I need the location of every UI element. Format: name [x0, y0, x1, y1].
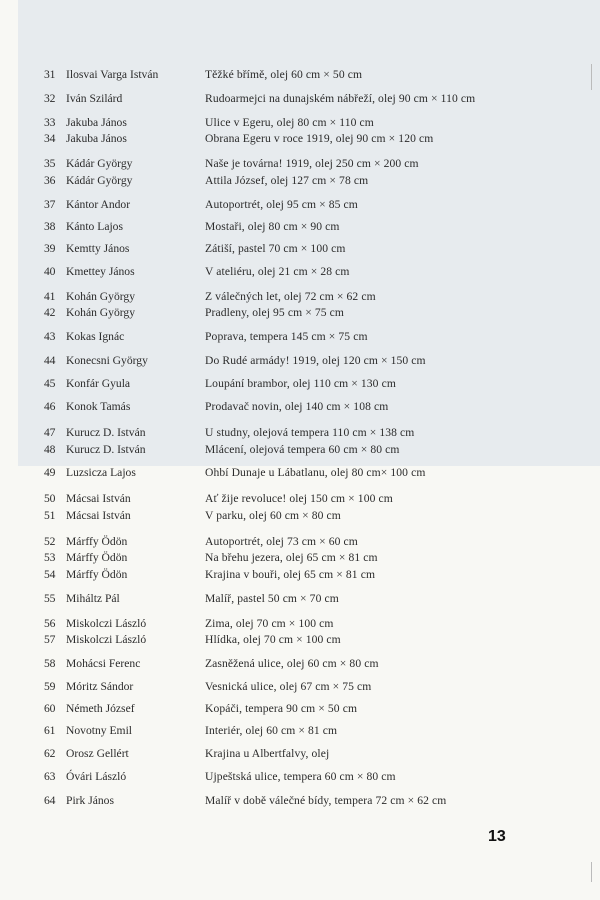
artist-name: Mohácsi Ferenc [66, 657, 141, 670]
catalog-entry [44, 352, 600, 370]
work-description: Prodavač novin, olej 140 cm × 108 cm [205, 400, 389, 413]
artist-name: Jakuba János [66, 132, 127, 145]
entry-number: 51 [44, 509, 56, 522]
work-description: Loupání brambor, olej 110 cm × 130 cm [205, 377, 396, 390]
work-description: Krajina v bouři, olej 65 cm × 81 cm [205, 568, 376, 581]
entry-number: 59 [44, 680, 56, 693]
artist-name: Orosz Gellért [66, 747, 129, 760]
work-description: Poprava, tempera 145 cm × 75 cm [205, 330, 368, 343]
artist-name: Kádár György [66, 157, 133, 170]
artist-name: Németh József [66, 702, 135, 715]
work-description: Zasněžená ulice, olej 60 cm × 80 cm [205, 657, 379, 670]
entry-number: 58 [44, 657, 56, 670]
work-description: Těžké břímě, olej 60 cm × 50 cm [205, 68, 363, 81]
entry-number: 45 [44, 377, 56, 390]
work-description: Kopáči, tempera 90 cm × 50 cm [205, 702, 358, 715]
artist-name: Óvári László [66, 770, 127, 783]
work-description: Ulice v Egeru, olej 80 cm × 110 cm [205, 116, 374, 129]
artist-name: Móritz Sándor [66, 680, 134, 693]
entry-number: 56 [44, 617, 56, 630]
work-description: Zima, olej 70 cm × 100 cm [205, 617, 334, 630]
entry-number: 44 [44, 354, 56, 367]
artist-name: Konok Tamás [66, 400, 131, 413]
catalog-entry [44, 66, 600, 84]
work-description: Malíř v době válečné bídy, tempera 72 cm × 62 cm [205, 794, 447, 807]
catalog-entry [44, 375, 600, 393]
work-description: Ohbí Dunaje u Lábatlanu, olej 80 cm× 100 cm [205, 466, 426, 479]
catalog-entry [44, 218, 600, 236]
catalog-entry [44, 590, 600, 608]
entry-number: 38 [44, 220, 56, 233]
artist-name: Konfár Gyula [66, 377, 131, 390]
entry-number: 52 [44, 535, 56, 548]
artist-name: Márffy Ödön [66, 551, 128, 564]
entry-number: 42 [44, 306, 56, 319]
artist-name: Kántor Andor [66, 198, 131, 211]
work-description: Z válečných let, olej 72 cm × 62 cm [205, 290, 376, 303]
catalog-entry [44, 768, 600, 786]
entry-number: 47 [44, 426, 56, 439]
catalog-entry [44, 398, 600, 416]
entry-number: 46 [44, 400, 56, 413]
artist-name: Miháltz Pál [66, 592, 120, 605]
artist-name: Kohán György [66, 306, 136, 319]
catalog-entry [44, 490, 600, 508]
entry-number: 32 [44, 92, 56, 105]
catalog-entry [44, 464, 600, 482]
catalog-entry [44, 172, 600, 190]
catalog-entry [44, 155, 600, 173]
catalog-entry [44, 631, 600, 649]
entry-number: 37 [44, 198, 56, 211]
artist-name: Luzsicza Lajos [66, 466, 136, 479]
catalog-entry [44, 700, 600, 718]
entry-number: 50 [44, 492, 56, 505]
work-description: Do Rudé armády! 1919, olej 120 cm × 150 cm [205, 354, 426, 367]
artist-name: Novotny Emil [66, 724, 133, 737]
work-description: Naše je továrna! 1919, olej 250 cm × 200 cm [205, 157, 419, 170]
entry-number: 63 [44, 770, 56, 783]
catalog-entry [44, 328, 600, 346]
work-description: Krajina u Albertfalvy, olej [205, 747, 330, 760]
artist-name: Kohán György [66, 290, 136, 303]
work-description: Hlídka, olej 70 cm × 100 cm [205, 633, 341, 646]
entry-number: 36 [44, 174, 56, 187]
work-description: Rudoarmejci na dunajském nábřeží, olej 90 cm × 110 cm [205, 92, 476, 105]
work-description: V parku, olej 60 cm × 80 cm [205, 509, 341, 522]
entry-number: 54 [44, 568, 56, 581]
catalog-entry [44, 196, 600, 214]
work-description: Malíř, pastel 50 cm × 70 cm [205, 592, 339, 605]
artist-name: Kurucz D. István [66, 443, 146, 456]
catalog-entry [44, 130, 600, 148]
artist-name: Ilosvai Varga István [66, 68, 159, 81]
entry-number: 31 [44, 68, 56, 81]
artist-name: Márffy Ödön [66, 568, 128, 581]
catalog-entry [44, 678, 600, 696]
artist-name: Pirk János [66, 794, 114, 807]
work-description: Ujpeštská ulice, tempera 60 cm × 80 cm [205, 770, 396, 783]
work-description: Pradleny, olej 95 cm × 75 cm [205, 306, 344, 319]
work-description: Interiér, olej 60 cm × 81 cm [205, 724, 338, 737]
work-description: Mlácení, olejová tempera 60 cm × 80 cm [205, 443, 400, 456]
catalog-entry [44, 90, 600, 108]
artist-name: Kokas Ignác [66, 330, 125, 343]
entry-number: 60 [44, 702, 56, 715]
work-description: U studny, olejová tempera 110 cm × 138 cm [205, 426, 415, 439]
catalog-entry [44, 304, 600, 322]
work-description: Autoportrét, olej 73 cm × 60 cm [205, 535, 358, 548]
artist-name: Kmettey János [66, 265, 135, 278]
artist-name: Miskolczi László [66, 617, 147, 630]
entry-number: 39 [44, 242, 56, 255]
catalog-entry [44, 655, 600, 673]
work-description: Na břehu jezera, olej 65 cm × 81 cm [205, 551, 378, 564]
artist-name: Jakuba János [66, 116, 127, 129]
work-description: Zátiší, pastel 70 cm × 100 cm [205, 242, 346, 255]
entry-number: 33 [44, 116, 56, 129]
artist-name: Miskolczi László [66, 633, 147, 646]
catalog-entry [44, 722, 600, 740]
entry-number: 62 [44, 747, 56, 760]
work-description: Ať žije revoluce! olej 150 cm × 100 cm [205, 492, 393, 505]
artist-name: Iván Szilárd [66, 92, 123, 105]
entry-number: 61 [44, 724, 56, 737]
catalog-entry [44, 263, 600, 281]
artist-name: Mácsai István [66, 492, 131, 505]
artist-name: Kurucz D. István [66, 426, 146, 439]
work-description: Obrana Egeru v roce 1919, olej 90 cm × 120 cm [205, 132, 434, 145]
work-description: Autoportrét, olej 95 cm × 85 cm [205, 198, 358, 211]
artist-name: Kemtty János [66, 242, 130, 255]
artist-name: Mácsai István [66, 509, 131, 522]
entry-number: 35 [44, 157, 56, 170]
entry-number: 57 [44, 633, 56, 646]
catalog-entry [44, 745, 600, 763]
work-description: V ateliéru, olej 21 cm × 28 cm [205, 265, 350, 278]
entry-number: 48 [44, 443, 56, 456]
artist-name: Kánto Lajos [66, 220, 123, 233]
entry-number: 34 [44, 132, 56, 145]
catalog-entry [44, 566, 600, 584]
entry-number: 53 [44, 551, 56, 564]
artist-name: Márffy Ödön [66, 535, 128, 548]
entry-number: 49 [44, 466, 56, 479]
artist-name: Kádár György [66, 174, 133, 187]
work-description: Mostaři, olej 80 cm × 90 cm [205, 220, 340, 233]
catalog-entry [44, 507, 600, 525]
catalog-entry [44, 424, 600, 442]
entry-number: 41 [44, 290, 56, 303]
catalog-entry [44, 441, 600, 459]
work-description: Vesnická ulice, olej 67 cm × 75 cm [205, 680, 372, 693]
entry-number: 40 [44, 265, 56, 278]
entry-number: 55 [44, 592, 56, 605]
work-description: Attila József, olej 127 cm × 78 cm [205, 174, 369, 187]
catalog-entry [44, 792, 600, 810]
entry-number: 64 [44, 794, 56, 807]
page-number: 13 [488, 828, 506, 845]
catalog-entry [44, 240, 600, 258]
entry-number: 43 [44, 330, 56, 343]
artist-name: Konecsni György [66, 354, 148, 367]
catalog-entry [44, 549, 600, 567]
